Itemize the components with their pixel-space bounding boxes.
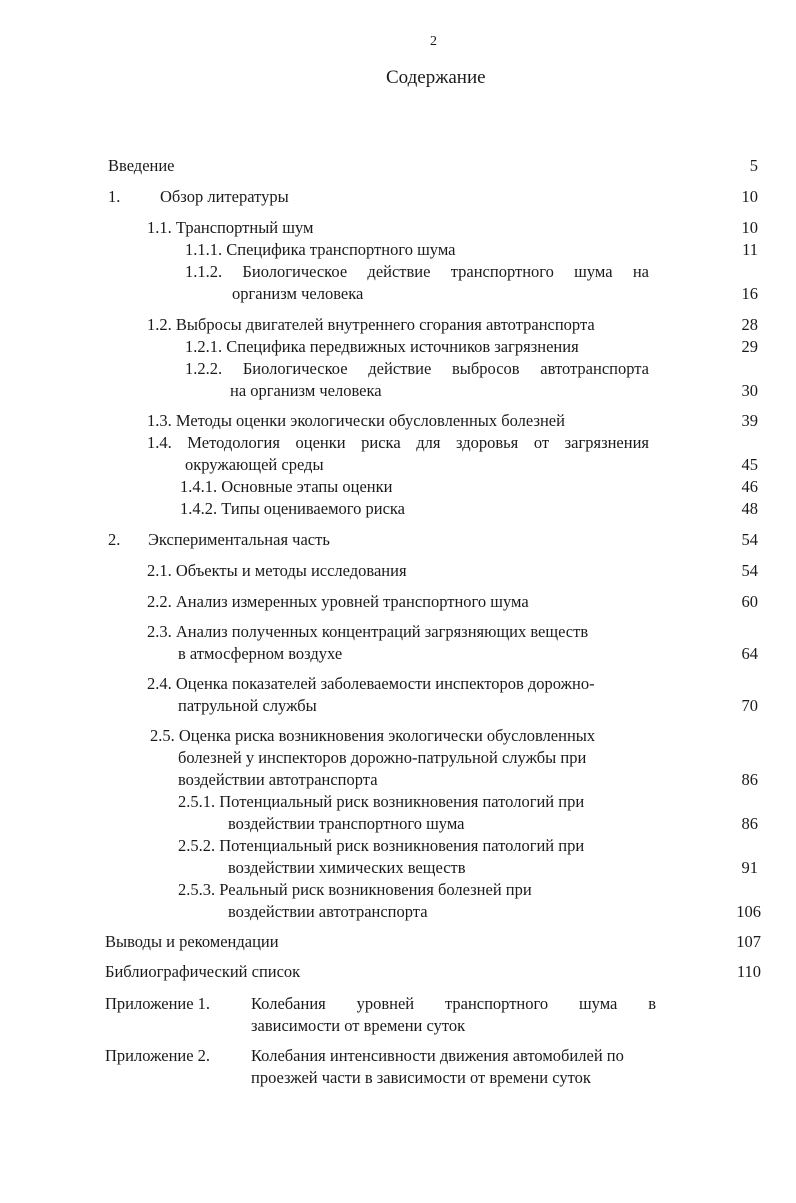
toc-entry-2-5-2-line1: 2.5.2. Потенциальный риск возникновения патологий при — [178, 836, 585, 855]
toc-page-1-1: 10 — [741, 218, 758, 237]
toc-entry-1-2-2-line2: на организм человека — [230, 381, 382, 400]
toc-entry-1-4-line1: 1.4. Методология оценки риска для здоровья от загрязнения — [147, 433, 649, 452]
toc-appendix-2-desc-line1: Колебания интенсивности движения автомобилей по — [251, 1046, 624, 1065]
toc-entry-ch1: Обзор литературы — [160, 187, 289, 206]
toc-entry-2-4-line1: 2.4. Оценка показателей заболеваемости инспекторов дорожно- — [147, 674, 595, 693]
toc-page-1-2-2: 30 — [741, 381, 758, 400]
toc-appendix-2-desc-line2: проезжей части в зависимости от времени суток — [251, 1068, 591, 1087]
toc-page-2-5-1: 86 — [741, 814, 758, 833]
toc-page-2-3: 64 — [741, 644, 758, 663]
toc-entry-1-4-2: 1.4.2. Типы оцениваемого риска — [180, 499, 405, 518]
toc-entry-2-5-line1: 2.5. Оценка риска возникновения экологически обусловленных — [150, 726, 596, 745]
toc-entry-2-3-line1: 2.3. Анализ полученных концентраций загрязняющих веществ — [147, 622, 589, 641]
toc-page-ch2: 54 — [741, 530, 758, 549]
toc-page-1-3: 39 — [741, 411, 758, 430]
toc-page-1-4-2: 48 — [741, 499, 758, 518]
toc-entry-1-1: 1.1. Транспортный шум — [147, 218, 314, 237]
toc-entry-2-2: 2.2. Анализ измеренных уровней транспортного шума — [147, 592, 529, 611]
toc-entry-2-4-line2: патрульной службы — [178, 696, 317, 715]
toc-entry-ch2: Экспериментальная часть — [148, 530, 330, 549]
toc-page-2-5-2: 91 — [741, 858, 758, 877]
toc-entry-2-3-line2: в атмосферном воздухе — [178, 644, 343, 663]
toc-entry-1-2-1: 1.2.1. Специфика передвижных источников загрязнения — [185, 337, 579, 356]
toc-appendix-2-label: Приложение 2. — [105, 1046, 211, 1065]
toc-entry-1-3: 1.3. Методы оценки экологически обусловленных болезней — [147, 411, 565, 430]
toc-page-ch1: 10 — [741, 187, 758, 206]
toc-entry-1-1-1: 1.1.1. Специфика транспортного шума — [185, 240, 456, 259]
toc-page-2-1: 54 — [741, 561, 758, 580]
toc-entry-2-5-2-line2: воздействии химических веществ — [228, 858, 466, 877]
toc-chapter-number-2: 2. — [108, 530, 121, 549]
toc-page-1-4: 45 — [741, 455, 758, 474]
toc-chapter-number-1: 1. — [108, 187, 121, 206]
toc-entry-conclusions: Выводы и рекомендации — [105, 932, 279, 951]
toc-entry-intro: Введение — [108, 156, 175, 175]
toc-entry-2-5-3-line1: 2.5.3. Реальный риск возникновения болезней при — [178, 880, 532, 899]
page-title: Содержание — [386, 67, 486, 88]
toc-appendix-1-desc-line2: зависимости от времени суток — [251, 1016, 466, 1035]
toc-page-2-2: 60 — [741, 592, 758, 611]
toc-page-2-5: 86 — [741, 770, 758, 789]
toc-entry-2-5-1-line1: 2.5.1. Потенциальный риск возникновения патологий при — [178, 792, 585, 811]
toc-page-intro: 5 — [749, 156, 758, 175]
toc-page-1-2: 28 — [741, 315, 758, 334]
toc-entry-2-5-3-line2: воздействии автотранспорта — [228, 902, 428, 921]
toc-page-1-4-1: 46 — [741, 477, 758, 496]
toc-entry-1-2: 1.2. Выбросы двигателей внутреннего сгорания автотранспорта — [147, 315, 595, 334]
toc-entry-1-2-2-line1: 1.2.2. Биологическое действие выбросов автотранспорта — [185, 359, 649, 378]
toc-entry-2-5-line3: воздействии автотранспорта — [178, 770, 378, 789]
toc-page-1-1-2: 16 — [741, 284, 758, 303]
toc-page-1-2-1: 29 — [741, 337, 758, 356]
toc-page-conclusions: 107 — [736, 932, 761, 951]
toc-appendix-1-desc-line1: Колебания уровней транспортного шума в — [251, 994, 656, 1013]
toc-entry-1-1-2-line2: организм человека — [232, 284, 364, 303]
toc-page-2-4: 70 — [741, 696, 758, 715]
toc-page-1-1-1: 11 — [742, 240, 758, 259]
toc-page-bibliography: 110 — [736, 962, 761, 981]
toc-entry-1-4-line2: окружающей среды — [185, 455, 324, 474]
toc-entry-1-4-1: 1.4.1. Основные этапы оценки — [180, 477, 393, 496]
page-number: 2 — [430, 34, 437, 49]
toc-entry-bibliography: Библиографический список — [105, 962, 301, 981]
toc-page-2-5-3: 106 — [736, 902, 761, 921]
toc-entry-2-5-line2: болезней у инспекторов дорожно-патрульной службы при — [178, 748, 587, 767]
toc-appendix-1-label: Приложение 1. — [105, 994, 211, 1013]
toc-entry-1-1-2-line1: 1.1.2. Биологическое действие транспортного шума на — [185, 262, 649, 281]
toc-entry-2-1: 2.1. Объекты и методы исследования — [147, 561, 407, 580]
toc-entry-2-5-1-line2: воздействии транспортного шума — [228, 814, 465, 833]
